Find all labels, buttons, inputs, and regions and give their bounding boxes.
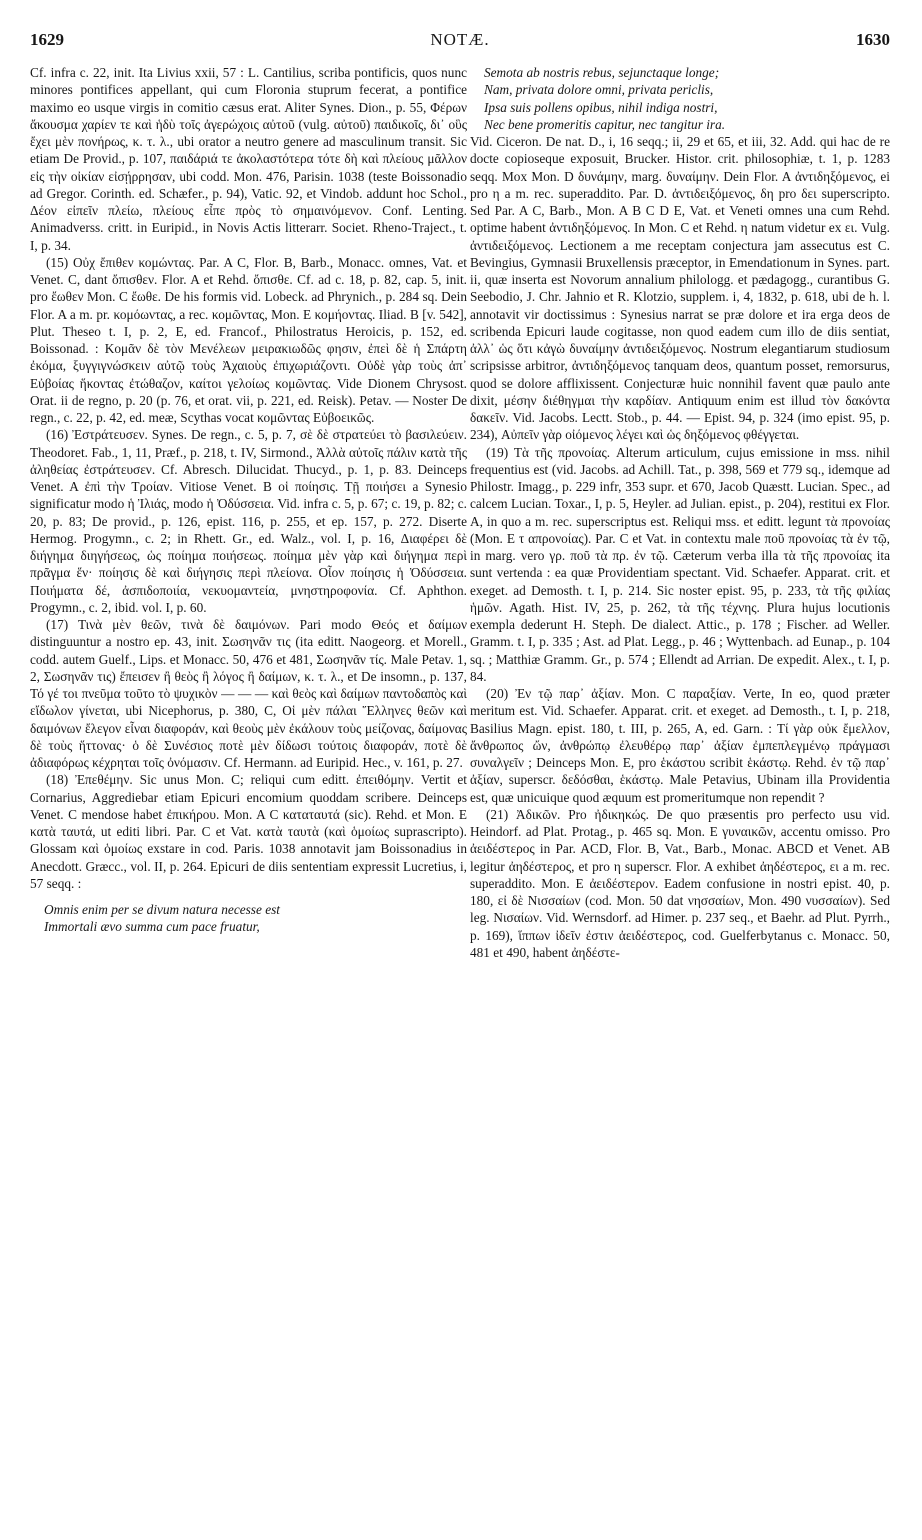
running-title: NOTÆ. xyxy=(430,30,490,49)
note-paragraph: (20) Ἐν τῷ παρ᾿ ἀξίαν. Mon. C παραξίαν. Verte, In eo, quod præter meritum est. Vid. Schaefer. Apparat. crit. et exeget. ad Demosth., t. I, p. 218, Basilius Magn. epist. 180, t. III, p. 265, A, ed. Garn. : Τί γὰρ οὐκ ἔμελλον, ἄνθρωπος ὤν, ἀνθρώπῳ ἐλευθέρῳ παρ᾿ ἀξίαν ἐμπεπλεγμένῳ πράγμασι συναλγεῖν ; Deinceps Mon. E, pro ἑκάστου scribit ἑκάστῳ. Rehd. ἐν τῷ παρ᾿ ἀξίαν, superscr. δεδόσθαι, ἑκάστῳ. Male Petavius, Ubinam illa Providentia est, quæ unicuique quod æquum est promeritumque non rependit ? xyxy=(470,686,890,805)
verse-line: Semota ab nostris rebus, sejunctaque longe; xyxy=(484,65,720,80)
verse-line: Omnis enim per se divum natura necesse est xyxy=(44,902,280,917)
verse-line: Nam, privata dolore omni, privata periclis, xyxy=(484,82,714,98)
verse-line: Ipsa suis pollens opibus, nihil indiga nostri, xyxy=(484,99,718,115)
note-paragraph: Cf. infra c. 22, init. Ita Livius xxii, 57 : L. Cantilius, scriba pontificis, quos nunc minores pontifices appellant, qui cum Floronia stuprum fecerat, a pontifice maximo eo usque virgis in comitio cæsus erat. Aliter Synes. Dion., p. 55, Φέρων ἄκουσμα χαρίεν τε καὶ ἡδὺ τοῖς ἀγερώχοις αὐτοῦ (vulg. αὐτοῦ) παιδικοῖς, δι᾿ οὓς ἔχει μὲν πονήρως, κ. τ. λ., ubi orator a neutro genere ad masculinum transit. Sic etiam De Provid., p. 107, παιδάριά τε ἀκολαστότερα τότε δὴ καὶ πλείους μᾶλλον εἰς τὴν οἰκίαν εἰσῄρρησαν, ubi codd. Mon. 476, Parisin. 1038 (teste Boissonadio ad Gregor. Corinth. ed. Schæfer., p. 94), Vatic. 92, et Vindob. addunt hoc Schol., Δέον εἰπεῖν πλείω, πλείους εἶπε πρὸς τὸ σημαινόμενον. Conf. Lenting. Animadverss. critt. in Euripid., in Novis Actis litterarr. Societ. Rheno-Traject., t. I, p. 34. xyxy=(30,65,467,253)
left-column xyxy=(30,64,467,936)
note-paragraph: Vid. Ciceron. De nat. D., i, 16 seqq.; ii, 29 et 65, et iii, 32. Add. qui hac de re docte copioseque exposuit, Brucker. Histor. crit. philosophiæ, t. 1, p. 1283 seqq. Mox Mon. D δυνάμην, marg. δυναίμην. Dein Flor. A ἀντιδηξόμενος, ei pro η a m. rec. superaddito. Par. D. ἀντιδειξόμενος, δη pro δει superscripto. Sed Par. A C, Barb., Mon. A B C D E, Vat. et Veneti omnes una cum Rehd. optime habent ἀντιδηξόμενος. In Mon. C et Rehd. η natum videtur ex ει. Vulg. ἀντιδειξόμενος. Lectionem a me receptam conjectura jam assecutus est C. Bevingius, Gymnasii Bruxellensis præceptor, in Emendationum in Synes. part. ii, quæ inserta est Novorum annalium philologg. et pædagogg., curantibus G. Seebodio, J. Chr. Jahnio et R. Klotzio, supplem. i, 4, 1832, p. 618, ubi de h. l. annotavit vir doctissimus : Synesius narrat se præ dolore et ira erga deos de scribenda Epicuri laude cogitasse, non quod eadem cum illo de diis sentiat, ἀλλ᾿ ὡς ὅτι κἀγὼ δυναίμην ἀντιδειξόμενος. Nostrum elegantiarum studiosum scripsisse arbitror, ἀντιδηξόμενος tanquam deos, quantum posset, remorsurus, quod se dolore afflixissent. Conjecturæ huic nonnihil favent quæ paulo ante dixit, μέσην διέθηγμαι τὴν καρδίαν. Antiquum enim est illud τὸν δακόντα δακεῖν. Vid. Jacobs. Lectt. Stob., p. 44. — Epist. 94, p. 324 (imo epist. 95, p. 234), Αὐπεῖν γὰρ οἰόμενος λέγει καὶ ὡς δηξόμενος φθέγγεται. xyxy=(470,134,890,443)
note-paragraph: (18) Ἐπεθέμην. Sic unus Mon. C; reliqui cum editt. ἐπειθόμην. Vertit et Cornarius, Aggrediebar etiam Epicuri encomium quoddam scribere. Deinceps Venet. C mendose habet ἐπικήρου. Mon. A C καταταυτά (sic). Rehd. et Mon. E κατὰ ταυτά, ut editi libri. Par. C et Vat. κατὰ ταυτὰ (καὶ ὁμοίως suprascripto). Glossam καὶ ὁμοίως exstare in cod. Paris. 1038 annotavit jam Boissonadius in Anecdott. Græcc., vol. II, p. 264. Epicuri de diis sententiam expressit Lucretius, i, 57 seqq. : xyxy=(30,772,467,891)
right-column xyxy=(470,64,890,961)
note-paragraph: (15) Οὐχ ἔπιθεν κομώντας. Par. A C, Flor. B, Barb., Monacc. omnes, Vat. et Venet. C, dant ὄπισθεν. Flor. A et Rehd. ὄπισθε. Cf. ad c. 18, p. 82, cap. 5, init. pro ἔωθεν Mon. C ἔωθε. De his formis vid. Lobeck. ad Phrynich., p. 284 sq. Dein Flor. A a m. pr. κομόωντας, a rec. κομῶντας, Mon. E κομήοντας. Iliad. B [v. 542], Plut. Theseo t. I, p. 2, E, ed. Francof., Philostratus Heroicis, p. 152, ed. Boissonad. : Κομᾶν δὲ τὸν Μενέλεων μειρακιωδῶς φησιν, ἐπεὶ δὲ ἡ Σπάρτη ἐκόμα, ξυγγιγνώσκειν αὐτῷ τοὺς Ἀχαιοὺς ἐπιχωριάζοντι. Οὐδὲ γὰρ τοὺς ἀπ᾿ Εὐβοίας ἥκοντας ἐτώθαζον, καίτοι γελοίως κομῶντας. Vide Dionem Chrysost. Orat. ii de regno, p. 20 (p. 76, et orat. vii, p. 221, ed. Reisk). Petav. — Noster De regn., c. 22, p. 42, ed. meæ, Scythas vocat κομῶντας Εὐβοεικῶς. xyxy=(30,254,467,425)
page-number-left: 1629 xyxy=(30,30,64,49)
running-header xyxy=(30,30,890,56)
verse-line: Nec bene promeritis capitur, nec tangitur ira. xyxy=(484,116,726,132)
note-paragraph: (19) Τὰ τῆς προνοίας. Alterum articulum, cujus emissione in mss. nihil frequentius est (vid. Jacobs. ad Achill. Tat., p. 398, 569 et 779 sq., idemque ad Philostr. Imagg., p. 229 infr, 353 supr. et 670, Jacob Quæstt. Lucian. Spec., ad calcem Lucian. Toxar., I, p. 5, Heyler. ad Julian. epist., p. 204), restitui ex Flor. A, in quo a m. rec. superscriptus est. Reliqui mss. et editt. legunt τὰ προνοίας (Mon. E τ απρονοίας). Par. C et Vat. in contextu male ποῦ προνοίας τὰ ἐν τῷ, in marg. vero γρ. ποῦ τὰ πρ. ἐν τῷ. Cæterum verba illa τὰ τῆς προνοίας ita sunt vertenda : ea quæ Providentiam spectant. Vid. Schaefer. Apparat. crit. et exeget. ad Demosth. t. I, p. 214. Sic noster epist. 95, p. 233, τὰ τῆς φιλίας ἡμῶν. Agath. Hist. IV, 25, p. 262, τὰ τῆς τέχνης. Plura hujus locutionis exempla dederunt H. Steph. De dialect. Attic., p. 178 ; Fischer. ad Weller. Gramm. t. I, p. 335 ; Ast. ad Plat. Legg., p. 46 ; Wyttenbach. ad Eunap., p. 104 sq. ; Matthiæ Gramm. Gr., p. 574 ; Ellendt ad Arrian. De expedit. Alex., t. I, p. 84. xyxy=(470,444,890,684)
note-paragraph: (21) Ἀδικῶν. Pro ἠδικηκώς. De quo præsentis pro perfecto usu vid. Heindorf. ad Plat. Protag., p. 465 sq. Mon. E γυναικῶν, accentu omisso. Pro ἀειδέστερος in Par. ACD, Flor. B, Vat., Barb., Monac. ABCD et Venet. AB legitur ἀηδέστερος, et pro η superscr. Flor. A exhibet ἀηδέστερος, ει a m. rec. superaddito. Mon. E ἀειδέστερον. Eadem confusione in nostri epist. 40, p. 180, εἰ δὲ Νισσαίων (cod. Mon. 50 dat νησσαίων, Mon. 490 νυσσαίων). Sed leg. Νισαίων. Vid. Wernsdorf. ad Himer. p. 237 seq., et Baehr. ad Plut. Pyrrh., p. 169), ἵππων ἰδεῖν ἐστιν ἀειδέστερος, cod. Guelferbytanus c. Monacc. 50, 481 et 490, habent ἀηδέστε- xyxy=(470,806,890,960)
page-number-right: 1630 xyxy=(856,30,890,49)
note-paragraph: (17) Τινὰ μὲν θεῶν, τινὰ δὲ δαιμόνων. Pari modo Θεός et δαίμων distinguuntur a nostro ep. 43, init. Σωσηνᾶν τις (ita editt. Naogeorg. et Morell., codd. autem Guelf., Lips. et Monacc. 50, 476 et 481, Σωσηνᾶν τίς. Male Petav. 1, 2, Σωσηνᾶν τις) ἔπεισεν ἢ θεὸς ἢ λόγος ἢ δαίμων, κ. τ. λ., et De insomn., p. 137, Τό γέ τοι πνεῦμα τοῦτο τὸ ψυχικὸν — — — καὶ θεὸς καὶ δαίμων παντοδαπὸς καὶ εἴδωλον γίνεται, ubi Nicephorus, p. 380, C, Οἱ μὲν πάλαι Ἕλληνες θεῶν καὶ δαιμόνων ἔλεγον εἶναι διαφοράν, καὶ θεοὺς μὲν ἐκάλουν τοὺς μείζονας, δαίμονας δὲ τοὺς ἥττονας· ὁ δὲ Συνέσιος ποτὲ μὲν δίδωσι τούτοις διαφοράν, ποτὲ δὲ ἀδιαφόρως κέχρηται τοῖς ὀνόμασιν. Cf. Hermann. ad Euripid. Hec., v. 161, p. 27. xyxy=(30,617,467,770)
note-paragraph: (16) Ἐστράτευσεν. Synes. De regn., c. 5, p. 7, σὲ δὲ στρατεύει τὸ βασιλεύειν. Theodoret. Fab., 1, 11, Præf., p. 218, t. IV, Sirmond., Ἀλλὰ αὐτοῖς πάλιν κατὰ τῆς ἀληθείας ἐστράτευσεν. Cf. Abresch. Dilucidat. Thucyd., p. 1, p. 83. Deinceps Venet. A ἐπὶ τὴν Τροίαν. Vitiose Venet. B οἱ ποίησις. Τῇ ποιήσει a Synesio significatur modo ἡ Ἰλιάς, modo ἡ Ὀδύσσεια. Vid. infra c. 5, p. 67; c. 19, p. 82; c. 20, p. 83; De provid., p. 126, epist. 116, p. 255, et ep. 157, p. 272. Diserte Hermog. Progymn., c. 2; in Rhett. Gr., ed. Walz., vol. I, p. 16, Διαφέρει δὲ διήγημα διηγήσεως, ὡς ποίημα ποιήσεως. ποίημα μὲν γὰρ καὶ διήγημα περὶ πρᾶγμα ἕν· ποίησις δὲ καὶ διήγησις περὶ πλείονα. Οἷον ποίησις ἡ Ὀδύσσεια. Ποιήματα δέ, ἀσπιδοποιία, νεκυομαντεία, μνηστηροφονία. Cf. Aphthon. Progymn., c. 2, ibid. vol. I, p. 60. xyxy=(30,427,467,615)
verse-line: Immortali ævo summa cum pace fruatur, xyxy=(44,919,260,935)
